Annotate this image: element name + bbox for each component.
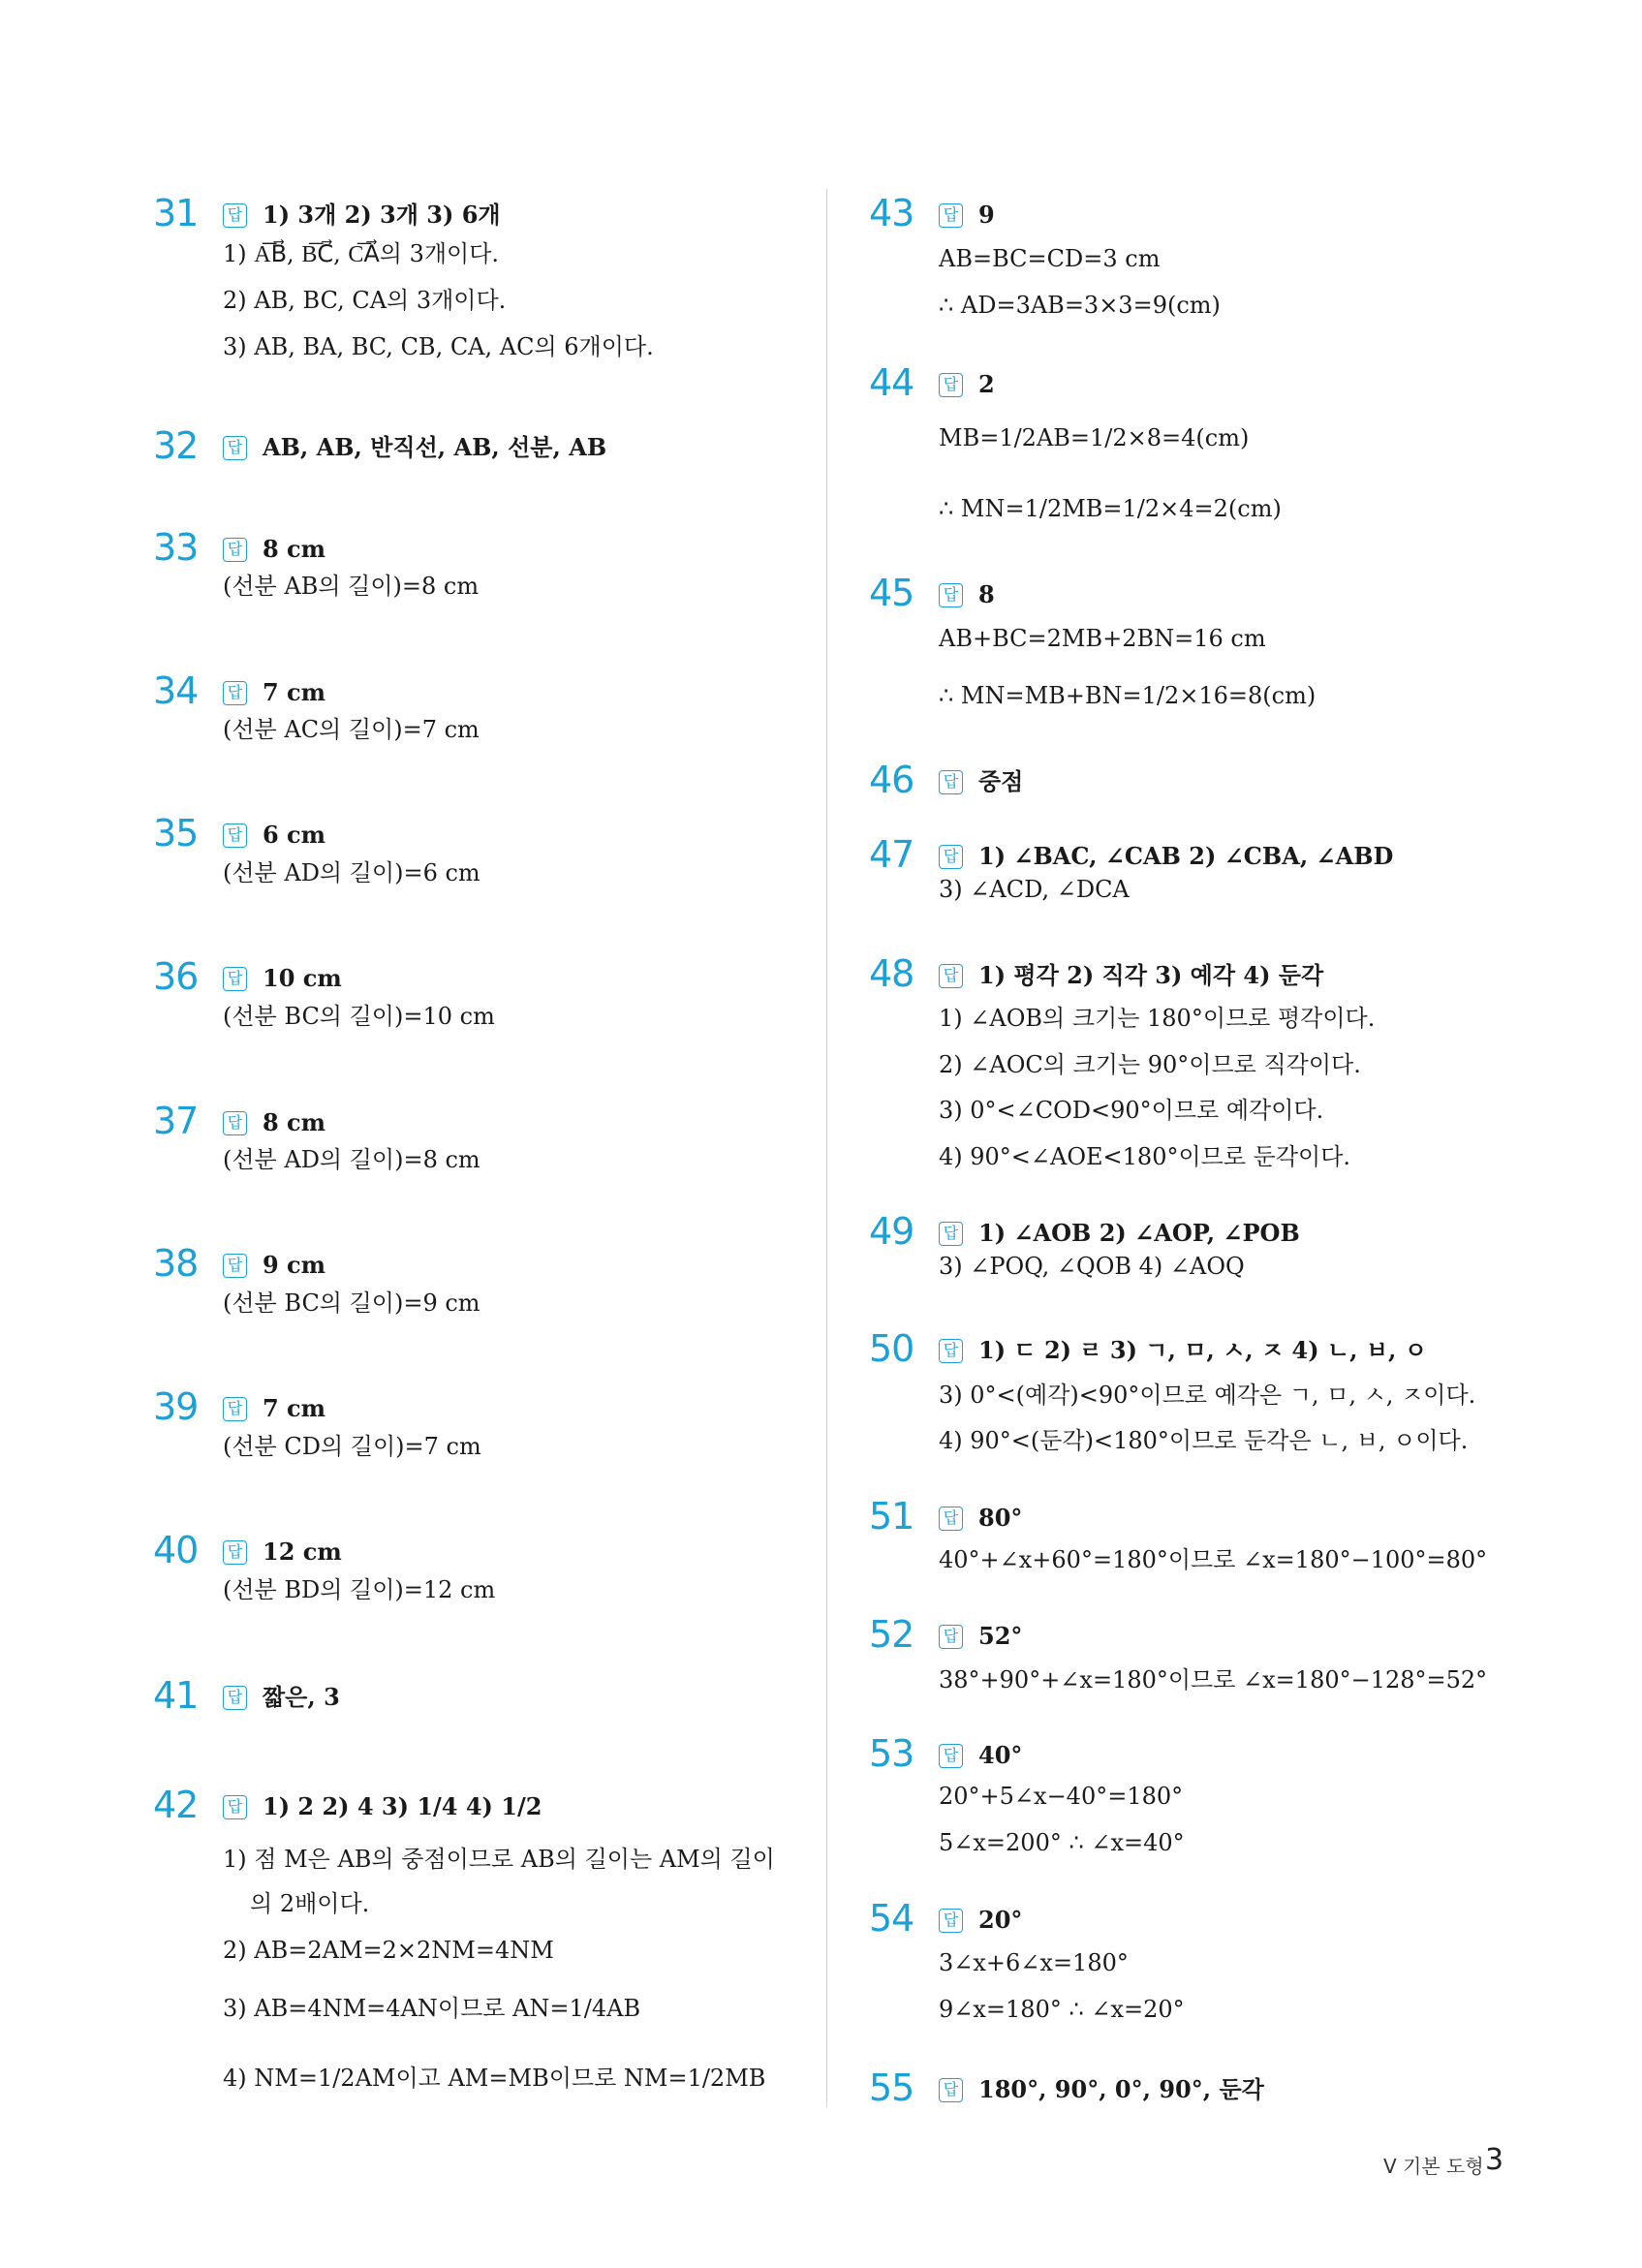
answer-line [223, 1108, 325, 1137]
answer-text: 80° [978, 1504, 1023, 1532]
solution-line: 20°+5∠x−40°=180° [939, 1783, 1184, 1810]
solution-line: (선분 CD의 길이)=7 cm [223, 1433, 481, 1460]
problem-number: 49 [869, 1210, 914, 1253]
answer-text: 10 cm [263, 964, 342, 992]
problem-number: 54 [869, 1897, 914, 1940]
answer-text: 8 [978, 580, 995, 608]
solution-line: MB=1/2AB=1/2×8=4(cm) [939, 424, 1250, 451]
answer-line [223, 1538, 342, 1567]
solution-line: 38°+90°+∠x=180°이므로 ∠x=180°−128°=52° [939, 1666, 1488, 1693]
answer-text: AB, AB, 반직선, AB, 선분, AB [263, 433, 607, 461]
answer-badge: 답 [223, 436, 247, 460]
answer-badge: 답 [939, 1222, 963, 1246]
answer-line [939, 842, 1393, 871]
answer-text: 12 cm [263, 1538, 342, 1566]
answer-line [939, 201, 995, 230]
solution-line: 3) 0°<(예각)<90°이므로 예각은 ㄱ, ㅁ, ㅅ, ㅈ이다. [939, 1382, 1476, 1409]
solution-line: (선분 BC의 길이)=10 cm [223, 1003, 495, 1030]
answer-badge: 답 [223, 1254, 247, 1278]
footer-section: Ⅴ 기본 도형 [1383, 2155, 1484, 2178]
solution-line: 5∠x=200° ∴ ∠x=40° [939, 1829, 1185, 1856]
solution-line: (선분 AC의 길이)=7 cm [223, 716, 480, 743]
solution-line: 2) ∠AOC의 크기는 90°이므로 직각이다. [939, 1051, 1361, 1078]
answer-line [939, 1336, 1427, 1365]
answer-line [939, 1622, 1022, 1651]
answer-badge: 답 [223, 1111, 247, 1135]
answer-badge: 답 [223, 1686, 247, 1710]
problem-number: 32 [153, 424, 199, 467]
problem-number: 51 [869, 1495, 914, 1538]
answer-badge: 답 [939, 1744, 963, 1768]
problem-number: 52 [869, 1613, 914, 1656]
solution-line: 4) NM=1/2AM이고 AM=MB이므로 NM=1/2MB [223, 2065, 766, 2092]
answer-badge: 답 [223, 823, 247, 848]
solution-line: 3) 0°<∠COD<90°이므로 예각이다. [939, 1097, 1324, 1124]
answer-text: 180°, 90°, 0°, 90°, 둔각 [978, 2075, 1264, 2103]
page-number: 3 [1485, 2143, 1504, 2177]
problem-number: 38 [153, 1242, 199, 1285]
answer-badge: 답 [223, 1795, 247, 1819]
answer-line [939, 767, 1023, 796]
answer-text: 짧은, 3 [263, 1683, 340, 1711]
problem-number: 39 [153, 1385, 199, 1428]
solution-line: 40°+∠x+60°=180°이므로 ∠x=180°−100°=80° [939, 1546, 1488, 1573]
answer-badge: 답 [223, 203, 247, 228]
problem-number: 36 [153, 955, 199, 998]
problem-number: 35 [153, 812, 199, 854]
problem-number: 45 [869, 572, 914, 614]
answer-badge: 답 [939, 845, 963, 869]
column-divider [826, 189, 827, 2107]
answer-line [223, 535, 325, 564]
problem-number: 46 [869, 759, 914, 801]
answer-text: 1) ∠AOB 2) ∠AOP, ∠POB [978, 1219, 1300, 1247]
answer-badge: 답 [939, 203, 963, 228]
solution-line: (선분 BD의 길이)=12 cm [223, 1576, 496, 1603]
problem-number: 31 [153, 192, 199, 234]
problem-number: 33 [153, 526, 199, 569]
solution-line: (선분 AB의 길이)=8 cm [223, 573, 480, 600]
answer-text: 40° [978, 1741, 1023, 1769]
answer-line [939, 580, 995, 609]
answer-line [939, 370, 995, 399]
problem-number: 53 [869, 1732, 914, 1775]
problem-number: 47 [869, 833, 914, 876]
solution-line: 9∠x=180° ∴ ∠x=20° [939, 1996, 1185, 2023]
answer-badge: 답 [939, 583, 963, 607]
answer-line [223, 1394, 325, 1423]
problem-number: 41 [153, 1674, 199, 1717]
answer-text: 2 [978, 370, 995, 398]
answer-badge: 답 [939, 1339, 963, 1363]
answer-line [223, 201, 501, 230]
solution-line: AB=BC=CD=3 cm [939, 245, 1161, 272]
answer-line [939, 2075, 1264, 2104]
problem-number: 42 [153, 1784, 199, 1826]
problem-number: 44 [869, 361, 914, 404]
answer-badge: 답 [939, 1507, 963, 1531]
answer-badge: 답 [939, 1625, 963, 1649]
answer-text: 8 cm [263, 535, 326, 563]
answer-badge: 답 [223, 538, 247, 562]
solution-line: 3) ∠ACD, ∠DCA [939, 876, 1130, 903]
answer-badge: 답 [223, 1540, 247, 1565]
solution-line: 2) AB=2AM=2×2NM=4NM [223, 1937, 554, 1964]
answer-text: 1) 3개 2) 3개 3) 6개 [263, 201, 501, 229]
answer-badge: 답 [939, 2078, 963, 2102]
answer-text: 52° [978, 1622, 1023, 1650]
solution-line: 4) 90°<(둔각)<180°이므로 둔각은 ㄴ, ㅂ, ㅇ이다. [939, 1427, 1469, 1454]
solution-line: 3) AB, BA, BC, CB, CA, AC의 6개이다. [223, 333, 654, 360]
answer-line [939, 1741, 1022, 1770]
answer-text: 20° [978, 1906, 1023, 1934]
solution-line: 의 2배이다. [250, 1890, 370, 1917]
answer-badge: 답 [223, 681, 247, 705]
answer-line [223, 433, 606, 462]
answer-line [223, 1683, 340, 1712]
answer-text: 중점 [978, 767, 1024, 795]
answer-badge: 답 [223, 1397, 247, 1421]
problem-number: 50 [869, 1327, 914, 1370]
solution-line: (선분 AD의 길이)=6 cm [223, 859, 480, 886]
answer-badge: 답 [939, 373, 963, 397]
problem-number: 34 [153, 669, 199, 712]
answer-text: 8 cm [263, 1108, 326, 1136]
problem-number: 37 [153, 1100, 199, 1142]
answer-line [223, 821, 325, 850]
solution-line: ∴ AD=3AB=3×3=9(cm) [939, 292, 1221, 319]
solution-line: AB+BC=2MB+2BN=16 cm [939, 625, 1266, 652]
answer-text: 1) ∠BAC, ∠CAB 2) ∠CBA, ∠ABD [978, 842, 1394, 870]
answer-text: 1) 2 2) 4 3) 1/4 4) 1/2 [263, 1792, 542, 1820]
solution-line: 3∠x+6∠x=180° [939, 1949, 1129, 1976]
solution-line: ∴ MN=MB+BN=1/2×16=8(cm) [939, 682, 1317, 709]
problem-number: 40 [153, 1529, 199, 1571]
answer-text: 7 cm [263, 1394, 326, 1422]
answer-badge: 답 [939, 964, 963, 988]
answer-line [939, 1906, 1022, 1935]
answer-line [939, 961, 1323, 990]
answer-text: 6 cm [263, 821, 326, 849]
answer-line [223, 1792, 542, 1821]
solution-line: 2) AB, BC, CA의 3개이다. [223, 287, 507, 314]
answer-badge: 답 [223, 967, 247, 991]
answer-text: 7 cm [263, 678, 326, 706]
answer-line [939, 1504, 1022, 1533]
answer-line [939, 1219, 1300, 1248]
solution-line: 1) A͞͞B⃗, B͞C⃗, C͞A⃗의 3개이다. [223, 240, 500, 267]
answer-line [223, 1251, 325, 1280]
solution-line: 4) 90°<∠AOE<180°이므로 둔각이다. [939, 1143, 1351, 1170]
solution-line: (선분 AD의 길이)=8 cm [223, 1146, 480, 1173]
solution-line: 3) ∠POQ, ∠QOB 4) ∠AOQ [939, 1253, 1245, 1280]
solution-line: 3) AB=4NM=4AN이므로 AN=1/4AB [223, 1995, 641, 2022]
solution-line: 1) 점 M은 AB의 중점이므로 AB의 길이는 AM의 길이 [223, 1846, 775, 1873]
solution-line: (선분 BC의 길이)=9 cm [223, 1289, 480, 1317]
answer-text: 9 cm [263, 1251, 326, 1279]
problem-number: 43 [869, 192, 914, 234]
solution-line: 1) ∠AOB의 크기는 180°이므로 평각이다. [939, 1005, 1376, 1032]
problem-number: 55 [869, 2066, 914, 2109]
answer-line [223, 964, 342, 993]
answer-badge: 답 [939, 1909, 963, 1933]
answer-text: 1) ㄷ 2) ㄹ 3) ㄱ, ㅁ, ㅅ, ㅈ 4) ㄴ, ㅂ, ㅇ [978, 1336, 1427, 1364]
solution-line: ∴ MN=1/2MB=1/2×4=2(cm) [939, 495, 1282, 522]
answer-text: 1) 평각 2) 직각 3) 예각 4) 둔각 [978, 961, 1324, 989]
answer-line [223, 678, 325, 707]
problem-number: 48 [869, 952, 914, 995]
answer-text: 9 [978, 201, 995, 229]
answer-badge: 답 [939, 770, 963, 794]
